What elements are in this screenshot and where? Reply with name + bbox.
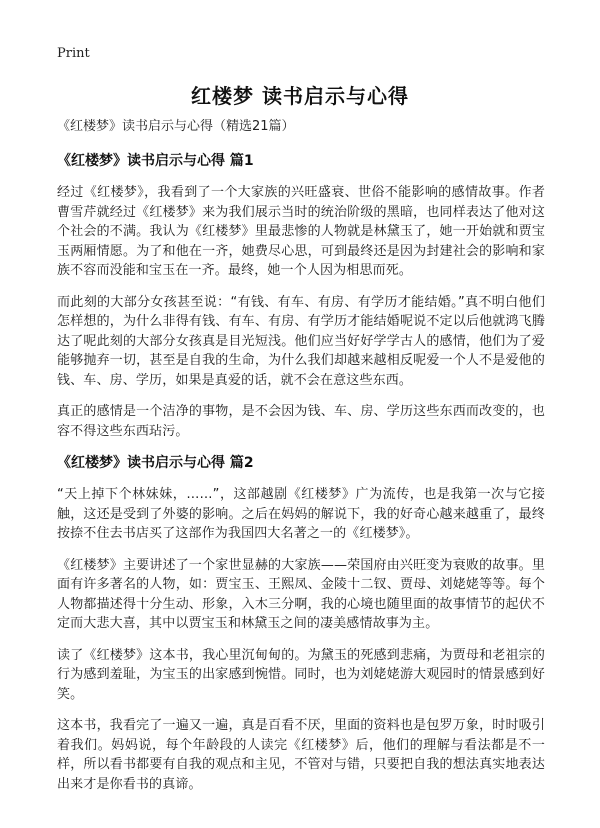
section-heading: 《红楼梦》读书启示与心得 篇2 bbox=[57, 455, 254, 471]
paragraph: 这本书，我看完了一遍又一遍，真是百看不厌，里面的资料也是包罗万象，时时吸引着我们。妈妈说，每个年龄段的人读完《红楼梦》后，他们的理解与看法都是不一样，所以看书都要有自我的观点和主见，不管对与错，只要把自我的想法真实地表达出来才是你看书的真谛。 bbox=[57, 718, 545, 792]
section-1 bbox=[57, 151, 545, 441]
section-heading: 《红楼梦》读书启示与心得 篇1 bbox=[57, 153, 254, 169]
paragraph: “天上掉下个林妹妹，……”，这部越剧《红楼梦》广为流传，也是我第一次与它接触，这还是受到了外婆的影响。之后在妈妈的解说下，我的好奇心越来越重了，最终按捺不住去书店买了这部作为我国四大名著之一的《红楼梦》。 bbox=[57, 487, 545, 541]
paragraph: 读了《红楼梦》这本书，我心里沉甸甸的。为黛玉的死感到悲痛，为贾母和老祖宗的行为感到羞耻，为宝玉的出家感到惋惜。同时，也为刘姥姥游大观园时的情景感到好笑。 bbox=[57, 647, 545, 702]
section-2 bbox=[57, 453, 545, 794]
document-subtitle: 《红楼梦》读书启示与心得（精选21篇） bbox=[57, 119, 295, 134]
paragraph: 经过《红楼梦》，我看到了一个大家族的兴旺盛衰、世俗不能影响的感情故事。作者曹雪芹就经过《红楼梦》来为我们展示当时的统治阶级的黑暗，也同样表达了他对这个社会的不满。我认为《红楼梦》里最悲惨的人物就是林黛玉了，她一开始就和贾宝玉两厢情愿。为了和他在一齐，她费尽心思，可到最终还是因为封建社会的影响和家族不容而没能和宝玉在一齐。最终，她一个人因为相思而死。 bbox=[57, 185, 545, 278]
paragraph: 《红楼梦》主要讲述了一个家世显赫的大家族——荣国府由兴旺变为衰败的故事。里面有许多著名的人物，如：贾宝玉、王熙凤、金陵十二钗、贾母、刘姥姥等等。每个人物都描述得十分生动、形象，入木三分啊，我的心境也随里面的故事情节的起伏不定而大悲大喜，其中以贾宝玉和林黛玉之间的凄美感情故事为主。 bbox=[57, 557, 545, 631]
paragraph: 而此刻的大部分女孩甚至说：“有钱、有车、有房、有学历才能结婚。”真不明白他们怎样想的，为什么非得有钱、有车、有房、有学历才能结婚呢说不定以后他就鸿飞腾达了呢此刻的大部分女孩真是目光短浅。他们应当好好学学古人的感情，他们为了爱能够抛弃一切，甚至是自我的生命，为什么我们却越来越相反呢爱一个人不是爱他的钱、车、房、学历，如果是真爱的话，就不会在意这些东西。 bbox=[57, 294, 545, 388]
page-title: 红楼梦 读书启示与心得 bbox=[191, 84, 409, 108]
document-body bbox=[57, 117, 545, 806]
paragraph: 真正的感情是一个洁净的事物，是不会因为钱、车、房、学历这些东西而改变的，也容不得这些东西玷污。 bbox=[57, 404, 545, 439]
print-link[interactable]: Print bbox=[57, 46, 90, 61]
